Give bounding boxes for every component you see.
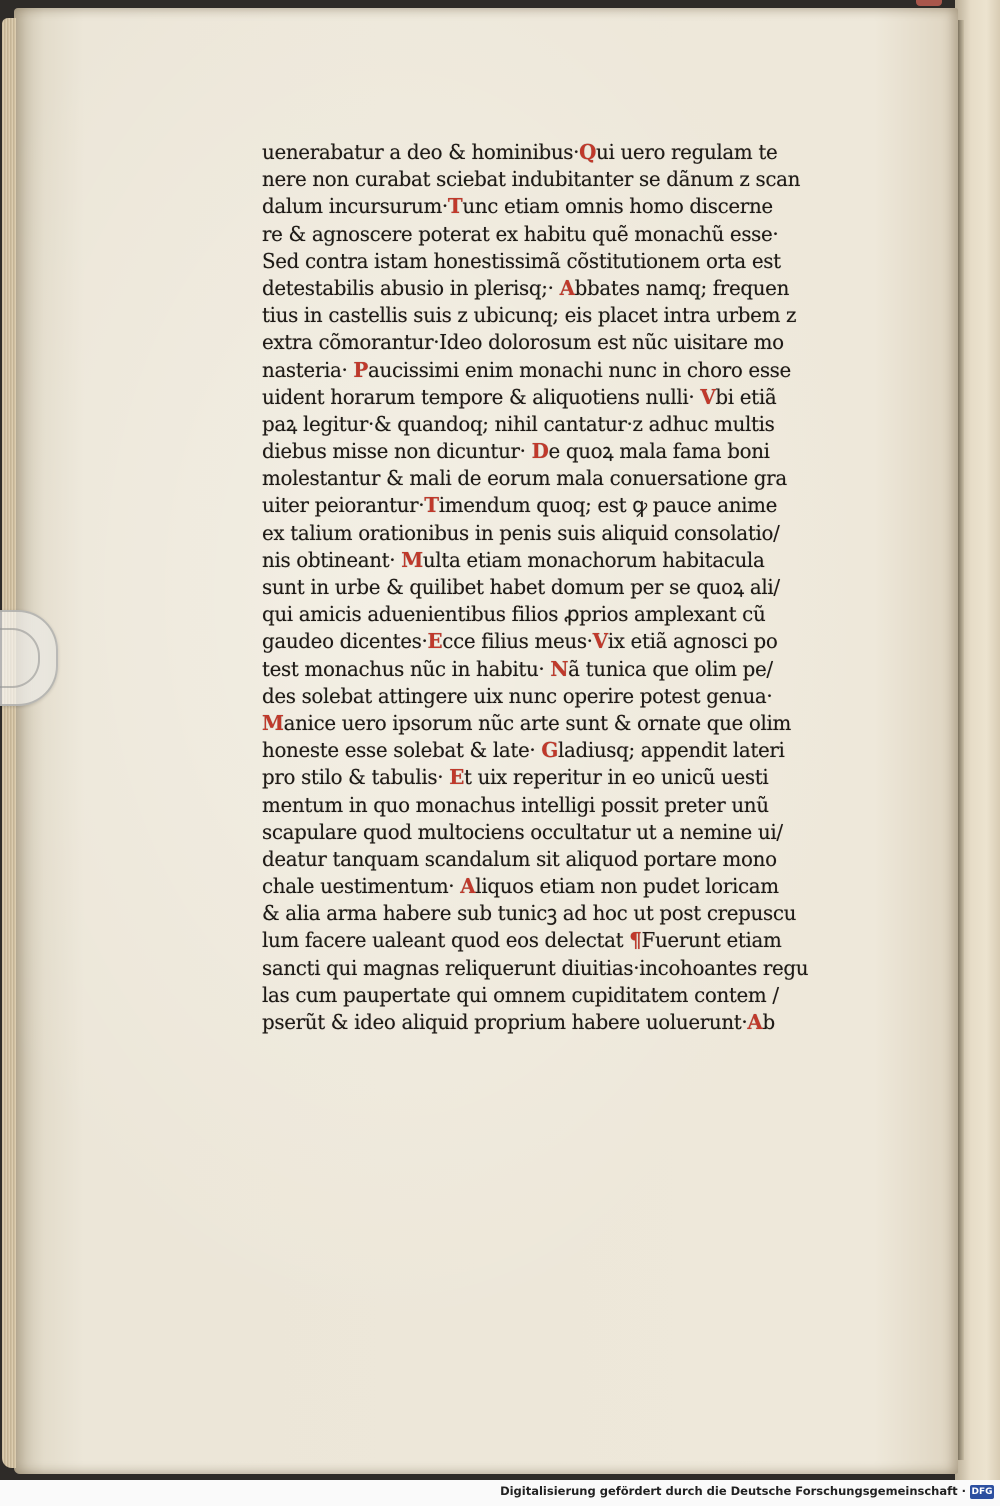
text-run: nere non curabat sciebat indubitanter se dãnum z scan	[262, 167, 801, 192]
text-line	[262, 710, 862, 737]
text-run: imendum quoq; est ꝙ pauce anime	[438, 493, 778, 518]
text-run: qui amicis aduenientibus filios ꝓprios amplexant cũ	[262, 602, 766, 627]
text-run: aucissimi enim monachi nunc in choro esse	[368, 357, 791, 382]
text-run: anice uero ipsorum nũc arte sunt & ornate que olim	[283, 710, 792, 735]
text-line	[262, 683, 862, 710]
text-run: Fuerunt etiam	[641, 928, 782, 953]
rubricated-initial: E	[427, 629, 443, 654]
text-run: ·	[547, 275, 560, 300]
text-line	[262, 302, 862, 329]
rubricated-initial: V	[592, 629, 608, 654]
text-line	[262, 955, 862, 982]
rubricated-initial: G	[541, 738, 558, 763]
text-run: nis obtineant·	[262, 547, 402, 572]
text-run: test monachus nũc in habitu·	[262, 656, 551, 681]
text-line	[262, 520, 862, 547]
text-run: uenerabatur a deo & hominibus·	[262, 140, 580, 164]
rubricated-initial: A	[559, 275, 575, 300]
dfg-logo: DFG	[971, 1487, 993, 1497]
text-line	[262, 357, 862, 384]
text-run: molestantur & mali de eorum mala conuersatione gra	[262, 466, 787, 491]
text-run: liquos etiam non pudet loricam	[475, 874, 779, 899]
text-run: chale uestimentum·	[262, 874, 461, 899]
text-line	[262, 628, 862, 655]
text-run: Sed contra istam honestissimã cõstitutionem orta est	[262, 248, 781, 273]
text-run: ix etiã agnosci po	[607, 629, 778, 654]
text-run: ui uero regulam te	[596, 140, 778, 164]
page-fore-edge	[2, 18, 16, 1468]
rubricated-initial: A	[460, 874, 476, 899]
text-line	[262, 900, 862, 927]
rubricated-initial: A	[747, 1010, 763, 1034]
text-line	[262, 846, 862, 873]
text-run: diebus misse non dicuntur·	[262, 439, 532, 464]
text-line	[262, 1009, 862, 1036]
text-line	[262, 438, 862, 465]
text-run: b	[762, 1010, 775, 1034]
rubricated-initial: Q	[579, 140, 597, 164]
bookmark-ribbon	[916, 0, 942, 6]
text-run: lum facere ualeant quod eos delectat	[262, 928, 630, 953]
rubricated-initial: ¶	[629, 928, 642, 953]
text-line	[262, 873, 862, 900]
text-run: deatur tanquam scandalum sit aliquod portare mono	[262, 846, 777, 871]
text-run: ulta etiam monachorum habitacula	[422, 547, 765, 572]
text-line	[262, 927, 862, 954]
rubricated-initial: M	[262, 710, 284, 735]
text-line	[262, 139, 862, 166]
text-run: mentum in quo monachus intelligi possit preter unũ	[262, 792, 769, 817]
text-line	[262, 465, 862, 492]
rubricated-initial: T	[424, 493, 439, 518]
text-line	[262, 792, 862, 819]
text-line	[262, 329, 862, 356]
text-run: pserũt & ideo aliquid proprium habere uoluerunt·	[262, 1010, 748, 1034]
text-run: uiter peiorantur·	[262, 493, 425, 518]
text-run: tius in castellis suis z ubicunq; eis placet intra urbem z	[262, 303, 797, 328]
text-line	[262, 193, 862, 220]
text-run: scapulare quod multociens occultatur ut a nemine ui/	[262, 819, 783, 844]
rubricated-initial: N	[550, 656, 569, 681]
text-run: re & agnoscere poterat ex habitu quẽ monachũ esse·	[262, 221, 779, 246]
text-run: sancti qui magnas reliquerunt diuitias·incohoantes regu	[262, 955, 809, 980]
text-run: uident horarum tempore & aliquotiens nulli·	[262, 384, 701, 409]
text-line	[262, 166, 862, 193]
text-run: t uix reperitur in eo unicũ uesti	[463, 765, 769, 790]
text-line	[262, 275, 862, 302]
text-run: e quoꝝ mala fama boni	[548, 439, 770, 464]
text-run: des solebat attingere uix nunc operire potest genua·	[262, 683, 773, 708]
text-run: cce filius meus·	[442, 629, 593, 654]
text-run: bbates namq; frequen	[574, 275, 790, 300]
text-line	[262, 982, 862, 1009]
text-run: las cum paupertate qui omnem cupiditatem contem /	[262, 982, 779, 1007]
rubricated-initial: P	[353, 357, 369, 382]
text-line	[262, 656, 862, 683]
text-line	[262, 411, 862, 438]
text-run: nasteria·	[262, 357, 354, 382]
text-line	[262, 574, 862, 601]
text-line	[262, 492, 862, 519]
text-line	[262, 819, 862, 846]
text-run: & alia arma habere sub tunicꝫ ad hoc ut post crepuscu	[262, 901, 797, 926]
text-run: ex talium orationibus in penis suis aliquid consolatio/	[262, 520, 780, 545]
text-block	[262, 139, 882, 1036]
text-run: extra cõmorantur·Ideo dolorosum est nũc uisitare mo	[262, 330, 784, 355]
rubricated-initial: T	[447, 194, 463, 219]
text-line	[262, 737, 862, 764]
text-run: sunt in urbe & quilibet habet domum per se quoꝝ ali/	[262, 575, 780, 599]
text-run: unc etiam omnis homo discerne	[462, 194, 773, 219]
text-line	[262, 764, 862, 791]
rubricated-initial: V	[700, 384, 716, 409]
text-run: ã tunica que olim pe/	[568, 656, 773, 681]
text-line	[262, 221, 862, 248]
text-run: bi etiã	[715, 384, 777, 409]
text-run: paꝝ legitur·& quandoq; nihil cantatur·z adhuc multis	[262, 411, 775, 436]
text-line	[262, 248, 862, 275]
footer-bar	[0, 1480, 1000, 1506]
rubricated-initial: D	[531, 439, 549, 464]
text-line	[262, 547, 862, 574]
rubricated-initial: E	[449, 765, 464, 790]
footer-credit: Digitalisierung gefördert durch die Deutsche Forschungsgemeinschaft ·	[500, 1484, 966, 1498]
text-line	[262, 384, 862, 411]
text-run: gaudeo dicentes·	[262, 629, 428, 654]
text-line	[262, 601, 862, 628]
text-run: detestabilis abusio in plerisq;	[262, 275, 548, 300]
text-run: pro stilo & tabulis·	[262, 765, 450, 790]
text-run: ladiusq; appendit lateri	[557, 738, 785, 763]
text-run: honeste esse solebat & late·	[262, 738, 542, 763]
rubricated-initial: M	[401, 547, 423, 572]
facing-page-gutter	[958, 20, 964, 1460]
text-run: dalum incursurum·	[262, 194, 448, 219]
